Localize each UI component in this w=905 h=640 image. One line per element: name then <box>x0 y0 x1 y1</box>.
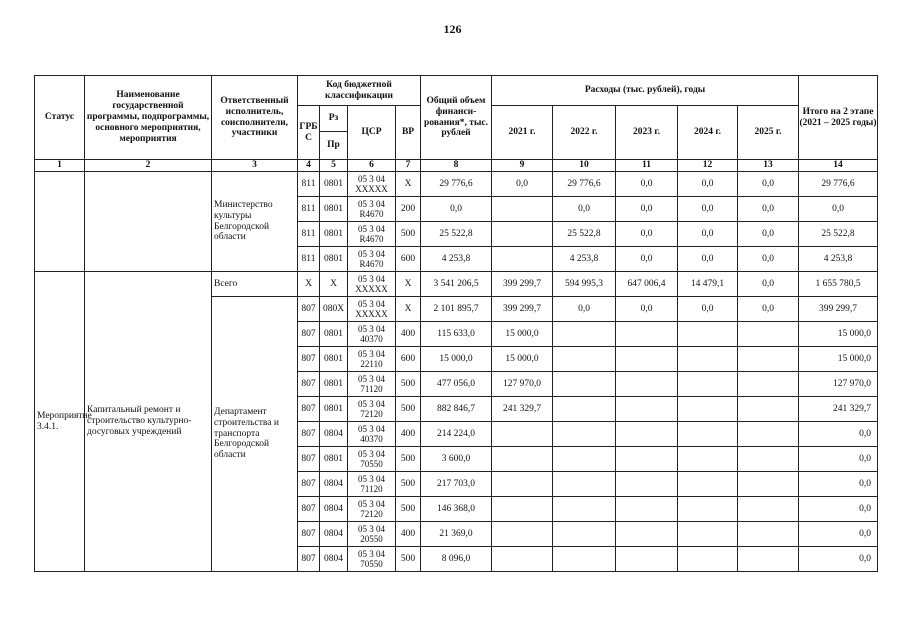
year-2025-cell <box>738 397 799 422</box>
header-pr: Пр <box>320 132 348 160</box>
sum-cell: 241 329,7 <box>799 397 878 422</box>
year-2022-cell: 4 253,8 <box>553 247 616 272</box>
year-2024-cell: 14 479,1 <box>678 272 738 297</box>
page-number: 126 <box>443 22 462 36</box>
year-2025-cell <box>738 372 799 397</box>
sum-cell: 4 253,8 <box>799 247 878 272</box>
year-2022-cell: 29 776,6 <box>553 172 616 197</box>
total-cell: 0,0 <box>421 197 492 222</box>
vr-cell: 400 <box>396 422 421 447</box>
col-num: 12 <box>678 160 738 172</box>
sum-cell: 15 000,0 <box>799 322 878 347</box>
year-2021-cell: 127 970,0 <box>492 372 553 397</box>
rzpr-cell: 080X <box>320 297 348 322</box>
year-2021-cell <box>492 497 553 522</box>
header-budget-code: Код бюджетной классификации <box>298 76 421 106</box>
sum-cell: 0,0 <box>799 422 878 447</box>
total-cell: 477 056,0 <box>421 372 492 397</box>
year-2025-cell: 0,0 <box>738 222 799 247</box>
table-row <box>35 172 878 197</box>
year-2021-cell: 0,0 <box>492 172 553 197</box>
year-2024-cell <box>678 322 738 347</box>
rzpr-cell: 0804 <box>320 522 348 547</box>
year-2024-cell: 0,0 <box>678 297 738 322</box>
col-num: 9 <box>492 160 553 172</box>
year-2023-cell <box>616 347 678 372</box>
total-cell: 25 522,8 <box>421 222 492 247</box>
csr-cell: 05 3 04 71120 <box>348 472 396 497</box>
rzpr-cell: 0801 <box>320 247 348 272</box>
year-2023-cell: 0,0 <box>616 172 678 197</box>
vr-cell: 500 <box>396 497 421 522</box>
name-cell <box>85 172 212 272</box>
status-cell: Мероприятие 3.4.1. <box>35 272 85 572</box>
table-row-total <box>35 272 878 297</box>
year-2025-cell <box>738 447 799 472</box>
year-2023-cell: 0,0 <box>616 222 678 247</box>
header-csr: ЦСР <box>348 106 396 160</box>
csr-cell: 05 3 04 22110 <box>348 347 396 372</box>
rzpr-cell: 0804 <box>320 497 348 522</box>
col-num: 4 <box>298 160 320 172</box>
rzpr-cell: 0801 <box>320 172 348 197</box>
vr-cell: X <box>396 272 421 297</box>
budget-table <box>34 75 878 572</box>
year-2025-cell <box>738 497 799 522</box>
grbs-cell: 811 <box>298 222 320 247</box>
year-2022-cell <box>553 497 616 522</box>
col-num: 2 <box>85 160 212 172</box>
year-2025-cell: 0,0 <box>738 272 799 297</box>
sum-cell: 0,0 <box>799 522 878 547</box>
event-name-cell: Капитальный ремонт и строительство культурно-досуговых учреждений <box>85 272 212 572</box>
header-year-2025: 2025 г. <box>738 106 799 160</box>
grbs-cell: 807 <box>298 347 320 372</box>
grbs-cell: 811 <box>298 172 320 197</box>
grbs-cell: 807 <box>298 322 320 347</box>
rzpr-cell: 0801 <box>320 322 348 347</box>
vr-cell: X <box>396 172 421 197</box>
grbs-cell: 807 <box>298 372 320 397</box>
year-2023-cell: 647 006,4 <box>616 272 678 297</box>
year-2024-cell: 0,0 <box>678 197 738 222</box>
csr-cell: 05 3 04 XXXXX <box>348 172 396 197</box>
year-2022-cell <box>553 397 616 422</box>
csr-cell: 05 3 04 R4670 <box>348 222 396 247</box>
vr-cell: 600 <box>396 347 421 372</box>
grbs-cell: 807 <box>298 397 320 422</box>
year-2024-cell <box>678 422 738 447</box>
grbs-cell: 807 <box>298 297 320 322</box>
total-cell: 146 368,0 <box>421 497 492 522</box>
year-2022-cell <box>553 322 616 347</box>
sum-cell: 0,0 <box>799 472 878 497</box>
total-cell: 4 253,8 <box>421 247 492 272</box>
rzpr-cell: 0804 <box>320 422 348 447</box>
year-2021-cell <box>492 447 553 472</box>
year-2024-cell <box>678 497 738 522</box>
csr-cell: 05 3 04 70550 <box>348 447 396 472</box>
year-2024-cell <box>678 522 738 547</box>
csr-cell: 05 3 04 R4670 <box>348 197 396 222</box>
year-2025-cell <box>738 472 799 497</box>
year-2021-cell <box>492 197 553 222</box>
rzpr-cell: 0801 <box>320 372 348 397</box>
csr-cell: 05 3 04 40370 <box>348 322 396 347</box>
vr-cell: 500 <box>396 447 421 472</box>
header-year-2023: 2023 г. <box>616 106 678 160</box>
year-2023-cell <box>616 322 678 347</box>
header-name: Наименование государственной программы, подпрограммы, основного мероприятия, мероприятия <box>85 76 212 160</box>
header-vr: ВР <box>396 106 421 160</box>
total-cell: 8 096,0 <box>421 547 492 572</box>
year-2025-cell <box>738 522 799 547</box>
col-num: 8 <box>421 160 492 172</box>
year-2025-cell <box>738 322 799 347</box>
csr-cell: 05 3 04 40370 <box>348 422 396 447</box>
csr-cell: 05 3 04 72120 <box>348 497 396 522</box>
grbs-cell: 807 <box>298 547 320 572</box>
header-responsible: Ответственный исполнитель, соисполнители, участники <box>212 76 298 160</box>
year-2021-cell: 15 000,0 <box>492 322 553 347</box>
csr-cell: 05 3 04 72120 <box>348 397 396 422</box>
sum-cell: 1 655 780,5 <box>799 272 878 297</box>
csr-cell: 05 3 04 70550 <box>348 547 396 572</box>
total-cell: 29 776,6 <box>421 172 492 197</box>
year-2023-cell <box>616 547 678 572</box>
responsible-cell: Министерство культуры Белгородской области <box>212 172 298 272</box>
vr-cell: 200 <box>396 197 421 222</box>
sum-cell: 25 522,8 <box>799 222 878 247</box>
sum-cell: 15 000,0 <box>799 347 878 372</box>
header-expenses: Расходы (тыс. рублей), годы <box>492 76 799 106</box>
total-cell: 217 703,0 <box>421 472 492 497</box>
year-2021-cell: 399 299,7 <box>492 272 553 297</box>
rzpr-cell: X <box>320 272 348 297</box>
year-2024-cell: 0,0 <box>678 247 738 272</box>
rzpr-cell: 0801 <box>320 222 348 247</box>
total-cell: 21 369,0 <box>421 522 492 547</box>
col-num: 10 <box>553 160 616 172</box>
year-2021-cell <box>492 522 553 547</box>
year-2021-cell: 15 000,0 <box>492 347 553 372</box>
year-2025-cell <box>738 347 799 372</box>
grbs-cell: 807 <box>298 447 320 472</box>
vr-cell: 500 <box>396 397 421 422</box>
sum-cell: 29 776,6 <box>799 172 878 197</box>
year-2023-cell <box>616 422 678 447</box>
year-2021-cell: 241 329,7 <box>492 397 553 422</box>
vr-cell: 500 <box>396 222 421 247</box>
csr-cell: 05 3 04 71120 <box>348 372 396 397</box>
year-2022-cell <box>553 347 616 372</box>
year-2021-cell <box>492 247 553 272</box>
col-num: 11 <box>616 160 678 172</box>
year-2024-cell: 0,0 <box>678 172 738 197</box>
year-2023-cell: 0,0 <box>616 197 678 222</box>
vr-cell: 500 <box>396 372 421 397</box>
total-cell: 3 541 206,5 <box>421 272 492 297</box>
header-grbs: ГРБ С <box>298 106 320 160</box>
year-2024-cell <box>678 347 738 372</box>
grbs-cell: 807 <box>298 497 320 522</box>
rzpr-cell: 0801 <box>320 347 348 372</box>
csr-cell: 05 3 04 R4670 <box>348 247 396 272</box>
sum-cell: 0,0 <box>799 497 878 522</box>
year-2024-cell <box>678 372 738 397</box>
responsible-cell: Департамент строительства и транспорта Белгородской области <box>212 297 298 572</box>
year-2022-cell: 0,0 <box>553 197 616 222</box>
year-2021-cell <box>492 547 553 572</box>
year-2021-cell <box>492 472 553 497</box>
year-2024-cell <box>678 397 738 422</box>
year-2023-cell <box>616 497 678 522</box>
total-cell: 882 846,7 <box>421 397 492 422</box>
year-2021-cell <box>492 422 553 447</box>
col-num: 1 <box>35 160 85 172</box>
rzpr-cell: 0801 <box>320 397 348 422</box>
col-num: 6 <box>348 160 396 172</box>
total-cell: 214 224,0 <box>421 422 492 447</box>
year-2023-cell: 0,0 <box>616 297 678 322</box>
total-label-cell: Всего <box>212 272 298 297</box>
year-2021-cell <box>492 222 553 247</box>
col-num: 5 <box>320 160 348 172</box>
vr-cell: 500 <box>396 472 421 497</box>
header-rz: Рз <box>320 106 348 132</box>
grbs-cell: 807 <box>298 472 320 497</box>
rzpr-cell: 0804 <box>320 547 348 572</box>
year-2022-cell <box>553 547 616 572</box>
year-2025-cell: 0,0 <box>738 197 799 222</box>
header-total-financing: Общий объем финанси-рования*, тыс. рублей <box>421 76 492 160</box>
year-2024-cell <box>678 547 738 572</box>
csr-cell: 05 3 04 XXXXX <box>348 272 396 297</box>
sum-cell: 0,0 <box>799 547 878 572</box>
year-2023-cell <box>616 447 678 472</box>
csr-cell: 05 3 04 XXXXX <box>348 297 396 322</box>
rzpr-cell: 0801 <box>320 447 348 472</box>
vr-cell: 500 <box>396 547 421 572</box>
sum-cell: 0,0 <box>799 447 878 472</box>
grbs-cell: 807 <box>298 422 320 447</box>
rzpr-cell: 0801 <box>320 197 348 222</box>
year-2023-cell: 0,0 <box>616 247 678 272</box>
year-2022-cell <box>553 372 616 397</box>
year-2025-cell <box>738 547 799 572</box>
header-year-2024: 2024 г. <box>678 106 738 160</box>
csr-cell: 05 3 04 20550 <box>348 522 396 547</box>
header-year-2021: 2021 г. <box>492 106 553 160</box>
header-stage-total: Итого на 2 этапе (2021 – 2025 годы) <box>799 76 878 160</box>
col-num: 14 <box>799 160 878 172</box>
year-2022-cell: 594 995,3 <box>553 272 616 297</box>
year-2022-cell <box>553 472 616 497</box>
year-2025-cell <box>738 422 799 447</box>
total-cell: 3 600,0 <box>421 447 492 472</box>
sum-cell: 127 970,0 <box>799 372 878 397</box>
grbs-cell: 811 <box>298 197 320 222</box>
year-2024-cell <box>678 472 738 497</box>
grbs-cell: 807 <box>298 522 320 547</box>
vr-cell: 400 <box>396 322 421 347</box>
header-status: Статус <box>35 76 85 160</box>
year-2023-cell <box>616 522 678 547</box>
vr-cell: 600 <box>396 247 421 272</box>
total-cell: 15 000,0 <box>421 347 492 372</box>
year-2023-cell <box>616 372 678 397</box>
year-2025-cell: 0,0 <box>738 297 799 322</box>
year-2023-cell <box>616 397 678 422</box>
grbs-cell: X <box>298 272 320 297</box>
year-2023-cell <box>616 472 678 497</box>
status-cell <box>35 172 85 272</box>
sum-cell: 0,0 <box>799 197 878 222</box>
year-2022-cell: 0,0 <box>553 297 616 322</box>
year-2025-cell: 0,0 <box>738 247 799 272</box>
year-2025-cell: 0,0 <box>738 172 799 197</box>
col-num: 13 <box>738 160 799 172</box>
total-cell: 115 633,0 <box>421 322 492 347</box>
year-2024-cell <box>678 447 738 472</box>
total-cell: 2 101 895,7 <box>421 297 492 322</box>
header-year-2022: 2022 г. <box>553 106 616 160</box>
rzpr-cell: 0804 <box>320 472 348 497</box>
year-2022-cell: 25 522,8 <box>553 222 616 247</box>
year-2022-cell <box>553 447 616 472</box>
vr-cell: X <box>396 297 421 322</box>
col-num: 7 <box>396 160 421 172</box>
year-2021-cell: 399 299,7 <box>492 297 553 322</box>
col-num: 3 <box>212 160 298 172</box>
sum-cell: 399 299,7 <box>799 297 878 322</box>
year-2022-cell <box>553 522 616 547</box>
vr-cell: 400 <box>396 522 421 547</box>
grbs-cell: 811 <box>298 247 320 272</box>
year-2024-cell: 0,0 <box>678 222 738 247</box>
year-2022-cell <box>553 422 616 447</box>
